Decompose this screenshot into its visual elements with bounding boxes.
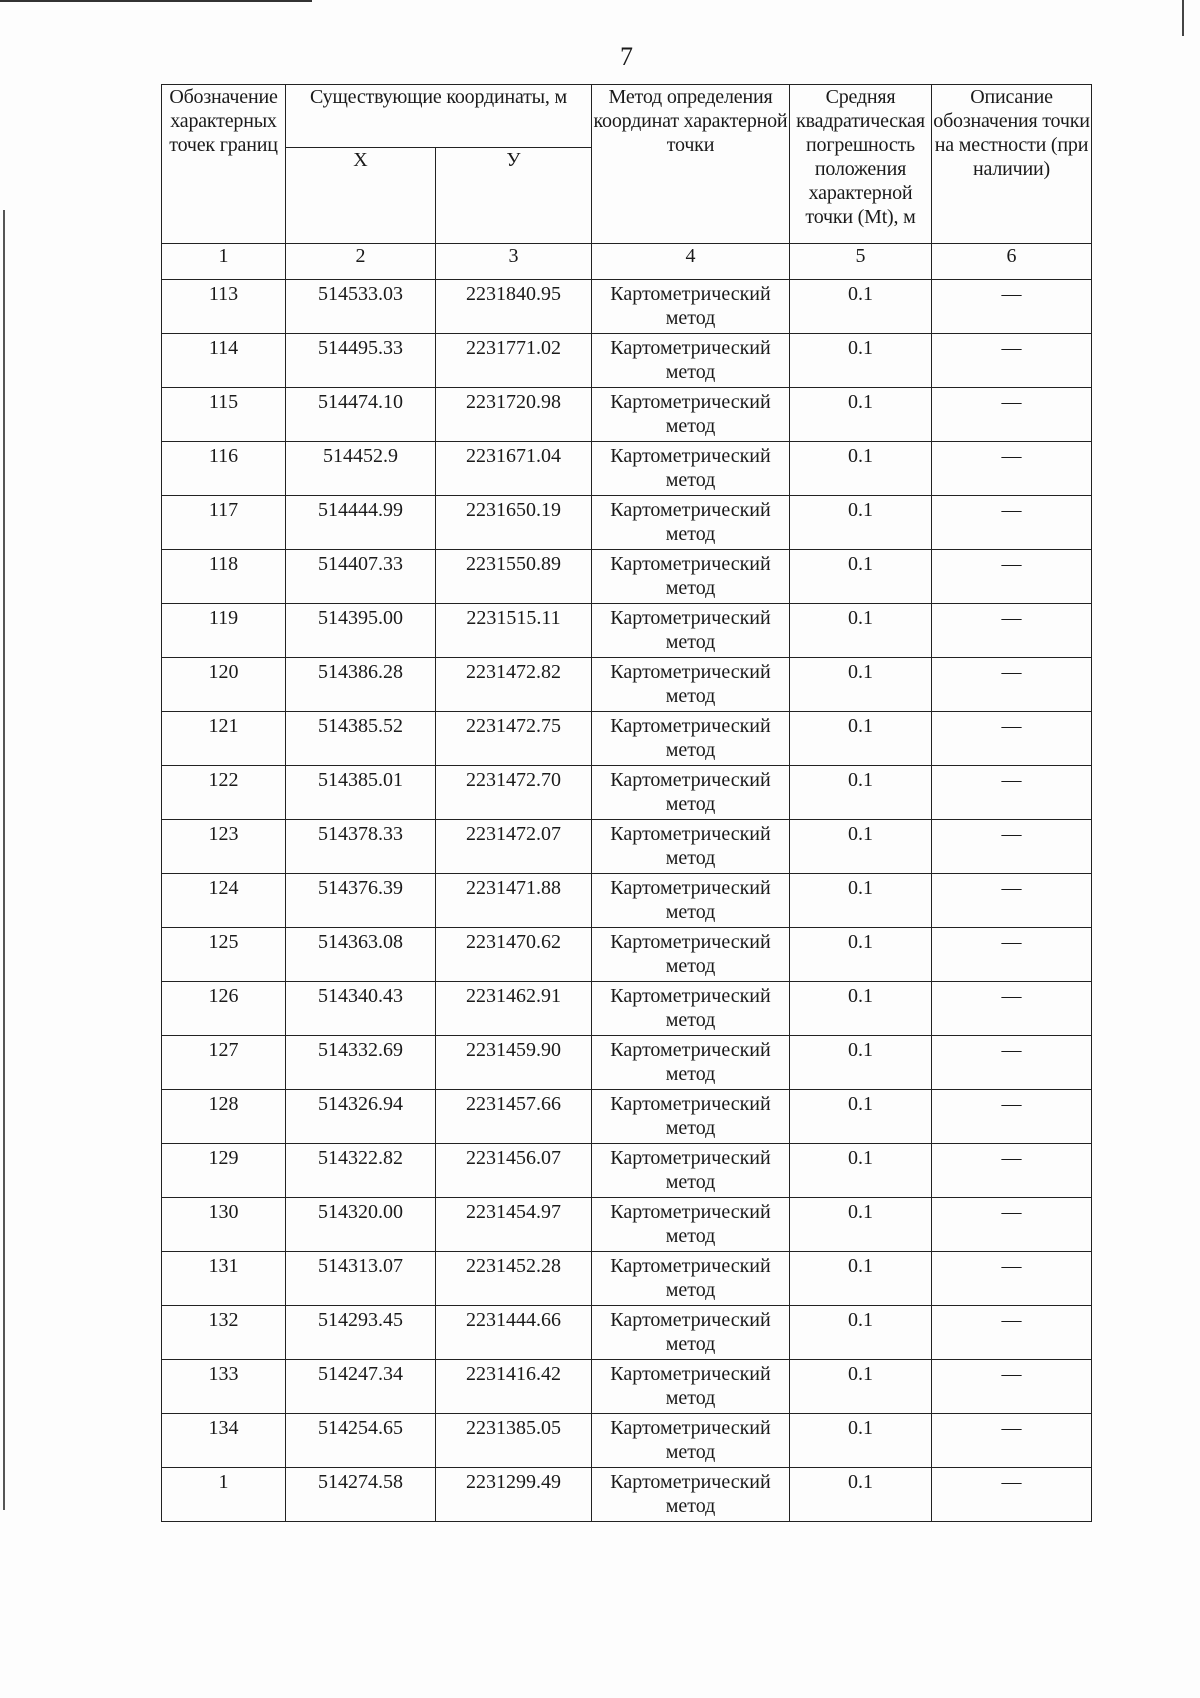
error-cell: 0.1	[790, 1144, 932, 1198]
header-mean-square-error: Средняя квадратическая погрешность положения характерной точки (Mt), м	[790, 85, 932, 244]
header-y: У	[436, 148, 592, 244]
y-coordinate-cell: 2231452.28	[436, 1252, 592, 1306]
x-coordinate-cell: 514395.00	[286, 604, 436, 658]
point-number-cell: 114	[162, 334, 286, 388]
description-cell: —	[932, 442, 1092, 496]
x-coordinate-cell: 514293.45	[286, 1306, 436, 1360]
method-cell: Картометрический метод	[592, 1468, 790, 1522]
error-cell: 0.1	[790, 1306, 932, 1360]
point-number-cell: 121	[162, 712, 286, 766]
x-coordinate-cell: 514313.07	[286, 1252, 436, 1306]
y-coordinate-cell: 2231456.07	[436, 1144, 592, 1198]
table-row	[162, 982, 1092, 1036]
point-number-cell: 119	[162, 604, 286, 658]
y-coordinate-cell: 2231454.97	[436, 1198, 592, 1252]
description-cell: —	[932, 496, 1092, 550]
table-row	[162, 604, 1092, 658]
point-number-cell: 1	[162, 1468, 286, 1522]
column-number: 5	[790, 244, 932, 280]
error-cell: 0.1	[790, 388, 932, 442]
scan-left-edge	[3, 210, 5, 1510]
description-cell: —	[932, 982, 1092, 1036]
method-cell: Картометрический метод	[592, 334, 790, 388]
table-row	[162, 928, 1092, 982]
point-number-cell: 117	[162, 496, 286, 550]
point-number-cell: 118	[162, 550, 286, 604]
x-coordinate-cell: 514247.34	[286, 1360, 436, 1414]
scan-right-mark	[1182, 0, 1184, 36]
method-cell: Картометрический метод	[592, 442, 790, 496]
y-coordinate-cell: 2231444.66	[436, 1306, 592, 1360]
x-coordinate-cell: 514254.65	[286, 1414, 436, 1468]
table-row	[162, 442, 1092, 496]
error-cell: 0.1	[790, 1198, 932, 1252]
point-number-cell: 130	[162, 1198, 286, 1252]
method-cell: Картометрический метод	[592, 658, 790, 712]
method-cell: Картометрический метод	[592, 550, 790, 604]
x-coordinate-cell: 514474.10	[286, 388, 436, 442]
method-cell: Картометрический метод	[592, 604, 790, 658]
y-coordinate-cell: 2231299.49	[436, 1468, 592, 1522]
point-number-cell: 120	[162, 658, 286, 712]
description-cell: —	[932, 604, 1092, 658]
y-coordinate-cell: 2231472.70	[436, 766, 592, 820]
y-coordinate-cell: 2231720.98	[436, 388, 592, 442]
description-cell: —	[932, 1252, 1092, 1306]
description-cell: —	[932, 766, 1092, 820]
method-cell: Картометрический метод	[592, 928, 790, 982]
point-number-cell: 133	[162, 1360, 286, 1414]
description-cell: —	[932, 1468, 1092, 1522]
error-cell: 0.1	[790, 1090, 932, 1144]
table-row	[162, 334, 1092, 388]
point-number-cell: 131	[162, 1252, 286, 1306]
point-number-cell: 116	[162, 442, 286, 496]
y-coordinate-cell: 2231457.66	[436, 1090, 592, 1144]
description-cell: —	[932, 1144, 1092, 1198]
header-method: Метод определения координат характерной точки	[592, 85, 790, 244]
error-cell: 0.1	[790, 1036, 932, 1090]
x-coordinate-cell: 514376.39	[286, 874, 436, 928]
y-coordinate-cell: 2231550.89	[436, 550, 592, 604]
column-number: 4	[592, 244, 790, 280]
column-number: 2	[286, 244, 436, 280]
error-cell: 0.1	[790, 1252, 932, 1306]
y-coordinate-cell: 2231472.75	[436, 712, 592, 766]
header-point-description: Описание обозначения точки на местности (при наличии)	[932, 85, 1092, 244]
error-cell: 0.1	[790, 1468, 932, 1522]
header-existing-coordinates: Существующие координаты, м	[286, 85, 592, 148]
table-row	[162, 1144, 1092, 1198]
x-coordinate-cell: 514332.69	[286, 1036, 436, 1090]
y-coordinate-cell: 2231471.88	[436, 874, 592, 928]
description-cell: —	[932, 658, 1092, 712]
table-row	[162, 1306, 1092, 1360]
error-cell: 0.1	[790, 496, 932, 550]
point-number-cell: 122	[162, 766, 286, 820]
method-cell: Картометрический метод	[592, 496, 790, 550]
x-coordinate-cell: 514378.33	[286, 820, 436, 874]
method-cell: Картометрический метод	[592, 874, 790, 928]
point-number-cell: 125	[162, 928, 286, 982]
y-coordinate-cell: 2231840.95	[436, 280, 592, 334]
description-cell: —	[932, 1414, 1092, 1468]
error-cell: 0.1	[790, 604, 932, 658]
column-number: 6	[932, 244, 1092, 280]
x-coordinate-cell: 514363.08	[286, 928, 436, 982]
scan-top-rule	[0, 0, 312, 2]
method-cell: Картометрический метод	[592, 820, 790, 874]
error-cell: 0.1	[790, 712, 932, 766]
y-coordinate-cell: 2231462.91	[436, 982, 592, 1036]
description-cell: —	[932, 1198, 1092, 1252]
description-cell: —	[932, 1090, 1092, 1144]
boundary-points-table	[161, 84, 1092, 1522]
x-coordinate-cell: 514452.9	[286, 442, 436, 496]
description-cell: —	[932, 928, 1092, 982]
error-cell: 0.1	[790, 766, 932, 820]
method-cell: Картометрический метод	[592, 388, 790, 442]
page-number: 7	[620, 42, 633, 71]
point-number-cell: 124	[162, 874, 286, 928]
error-cell: 0.1	[790, 550, 932, 604]
method-cell: Картометрический метод	[592, 982, 790, 1036]
description-cell: —	[932, 388, 1092, 442]
point-number-cell: 113	[162, 280, 286, 334]
column-number: 1	[162, 244, 286, 280]
table-row	[162, 550, 1092, 604]
x-coordinate-cell: 514533.03	[286, 280, 436, 334]
error-cell: 0.1	[790, 820, 932, 874]
y-coordinate-cell: 2231650.19	[436, 496, 592, 550]
error-cell: 0.1	[790, 1360, 932, 1414]
point-number-cell: 127	[162, 1036, 286, 1090]
x-coordinate-cell: 514320.00	[286, 1198, 436, 1252]
method-cell: Картометрический метод	[592, 1252, 790, 1306]
x-coordinate-cell: 514340.43	[286, 982, 436, 1036]
y-coordinate-cell: 2231671.04	[436, 442, 592, 496]
table-row	[162, 766, 1092, 820]
error-cell: 0.1	[790, 280, 932, 334]
table-row	[162, 1252, 1092, 1306]
method-cell: Картометрический метод	[592, 1198, 790, 1252]
error-cell: 0.1	[790, 658, 932, 712]
error-cell: 0.1	[790, 928, 932, 982]
description-cell: —	[932, 874, 1092, 928]
method-cell: Картометрический метод	[592, 1306, 790, 1360]
table-row	[162, 280, 1092, 334]
method-cell: Картометрический метод	[592, 766, 790, 820]
error-cell: 0.1	[790, 982, 932, 1036]
x-coordinate-cell: 514495.33	[286, 334, 436, 388]
error-cell: 0.1	[790, 334, 932, 388]
method-cell: Картометрический метод	[592, 1036, 790, 1090]
x-coordinate-cell: 514386.28	[286, 658, 436, 712]
description-cell: —	[932, 820, 1092, 874]
description-cell: —	[932, 550, 1092, 604]
method-cell: Картометрический метод	[592, 1414, 790, 1468]
point-number-cell: 123	[162, 820, 286, 874]
table-row	[162, 1360, 1092, 1414]
description-cell: —	[932, 334, 1092, 388]
y-coordinate-cell: 2231472.82	[436, 658, 592, 712]
header-x: X	[286, 148, 436, 244]
y-coordinate-cell: 2231771.02	[436, 334, 592, 388]
table-row	[162, 1468, 1092, 1522]
x-coordinate-cell: 514326.94	[286, 1090, 436, 1144]
table-row	[162, 1198, 1092, 1252]
point-number-cell: 134	[162, 1414, 286, 1468]
x-coordinate-cell: 514322.82	[286, 1144, 436, 1198]
table-row	[162, 388, 1092, 442]
description-cell: —	[932, 1306, 1092, 1360]
method-cell: Картометрический метод	[592, 1144, 790, 1198]
point-number-cell: 115	[162, 388, 286, 442]
method-cell: Картометрический метод	[592, 1360, 790, 1414]
header-point-designation: Обозначение характерных точек границ	[162, 85, 286, 244]
description-cell: —	[932, 712, 1092, 766]
method-cell: Картометрический метод	[592, 1090, 790, 1144]
point-number-cell: 126	[162, 982, 286, 1036]
method-cell: Картометрический метод	[592, 712, 790, 766]
y-coordinate-cell: 2231515.11	[436, 604, 592, 658]
table-row	[162, 658, 1092, 712]
x-coordinate-cell: 514444.99	[286, 496, 436, 550]
method-cell: Картометрический метод	[592, 280, 790, 334]
point-number-cell: 129	[162, 1144, 286, 1198]
y-coordinate-cell: 2231459.90	[436, 1036, 592, 1090]
table-row	[162, 712, 1092, 766]
error-cell: 0.1	[790, 442, 932, 496]
x-coordinate-cell: 514407.33	[286, 550, 436, 604]
description-cell: —	[932, 280, 1092, 334]
x-coordinate-cell: 514385.52	[286, 712, 436, 766]
x-coordinate-cell: 514274.58	[286, 1468, 436, 1522]
point-number-cell: 132	[162, 1306, 286, 1360]
table-row	[162, 874, 1092, 928]
y-coordinate-cell: 2231416.42	[436, 1360, 592, 1414]
table-row	[162, 1036, 1092, 1090]
column-number: 3	[436, 244, 592, 280]
y-coordinate-cell: 2231472.07	[436, 820, 592, 874]
table-row	[162, 496, 1092, 550]
x-coordinate-cell: 514385.01	[286, 766, 436, 820]
description-cell: —	[932, 1036, 1092, 1090]
table-row	[162, 820, 1092, 874]
error-cell: 0.1	[790, 1414, 932, 1468]
point-number-cell: 128	[162, 1090, 286, 1144]
table-row	[162, 1414, 1092, 1468]
table-row	[162, 1090, 1092, 1144]
description-cell: —	[932, 1360, 1092, 1414]
y-coordinate-cell: 2231385.05	[436, 1414, 592, 1468]
error-cell: 0.1	[790, 874, 932, 928]
y-coordinate-cell: 2231470.62	[436, 928, 592, 982]
